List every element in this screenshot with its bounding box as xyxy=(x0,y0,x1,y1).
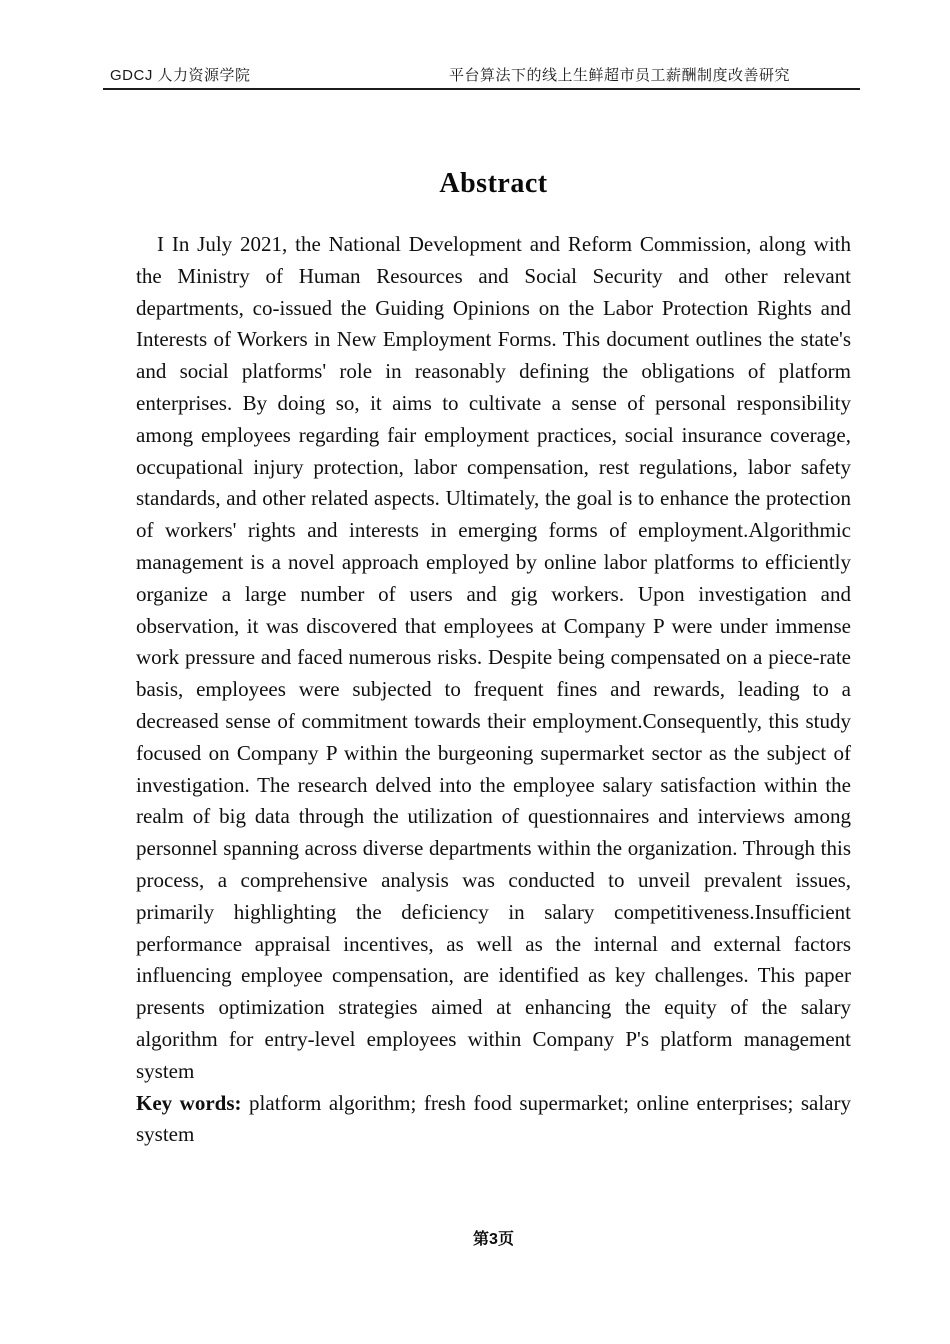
header-divider-line xyxy=(103,88,860,90)
page-title: Abstract xyxy=(439,168,548,199)
header-institution-text: GDCJ 人力资源学院 xyxy=(110,67,251,84)
keywords-paragraph xyxy=(136,1088,851,1152)
keywords-text: platform algorithm; fresh food supermarket; online enterprises; salary system xyxy=(136,1090,851,1147)
page-header xyxy=(103,58,860,89)
footer-page-number: 第3页 xyxy=(473,1231,514,1248)
header-thesis-title-text: 平台算法下的线上生鲜超市员工薪酬制度改善研究 xyxy=(448,67,790,84)
document-body xyxy=(136,229,851,1151)
keywords-label: Key words: xyxy=(136,1090,242,1115)
abstract-paragraph: I In July 2021, the National Development and Reform Commission, along with the Ministry of Human Resources and Social Security and other relevant departments, co-issued the Guiding Opinions on the Labor Protection Rights and Interests of Workers in New Employment Forms. This document outlines the state's and social platforms' role in reasonably defining the obligations of platform enterprises. By doing so, it aims to cultivate a sense of personal responsibility among employees regarding fair employment practices, social insurance coverage, occupational injury protection, labor compensation, rest regulations, labor safety standards, and other related aspects. Ultimately, the goal is to enhance the protection of workers' rights and interests in emerging forms of employment.Algorithmic management is a novel approach employed by online labor platforms to efficiently organize a large number of users and gig workers. Upon investigation and observation, it was discovered that employees at Company P were under immense work pressure and faced numerous risks. Despite being compensated on a piece-rate basis, employees were subjected to frequent fines and rewards, leading to a decreased sense of commitment towards their employment.Consequently, this study focused on Company P within the burgeoning supermarket sector as the subject of investigation. The research delved into the employee salary satisfaction within the realm of big data through the utilization of questionnaires and interviews among personnel spanning across diverse departments within the organization. Through this process, a comprehensive analysis was conducted to unveil prevalent issues, primarily highlighting the deficiency in salary competitiveness.Insufficient performance appraisal incentives, as well as the internal and external factors influencing employee compensation, are identified as key challenges. This paper presents optimization strategies aimed at enhancing the equity of the salary algorithm for entry-level employees within Company P's platform management system xyxy=(136,232,851,1083)
